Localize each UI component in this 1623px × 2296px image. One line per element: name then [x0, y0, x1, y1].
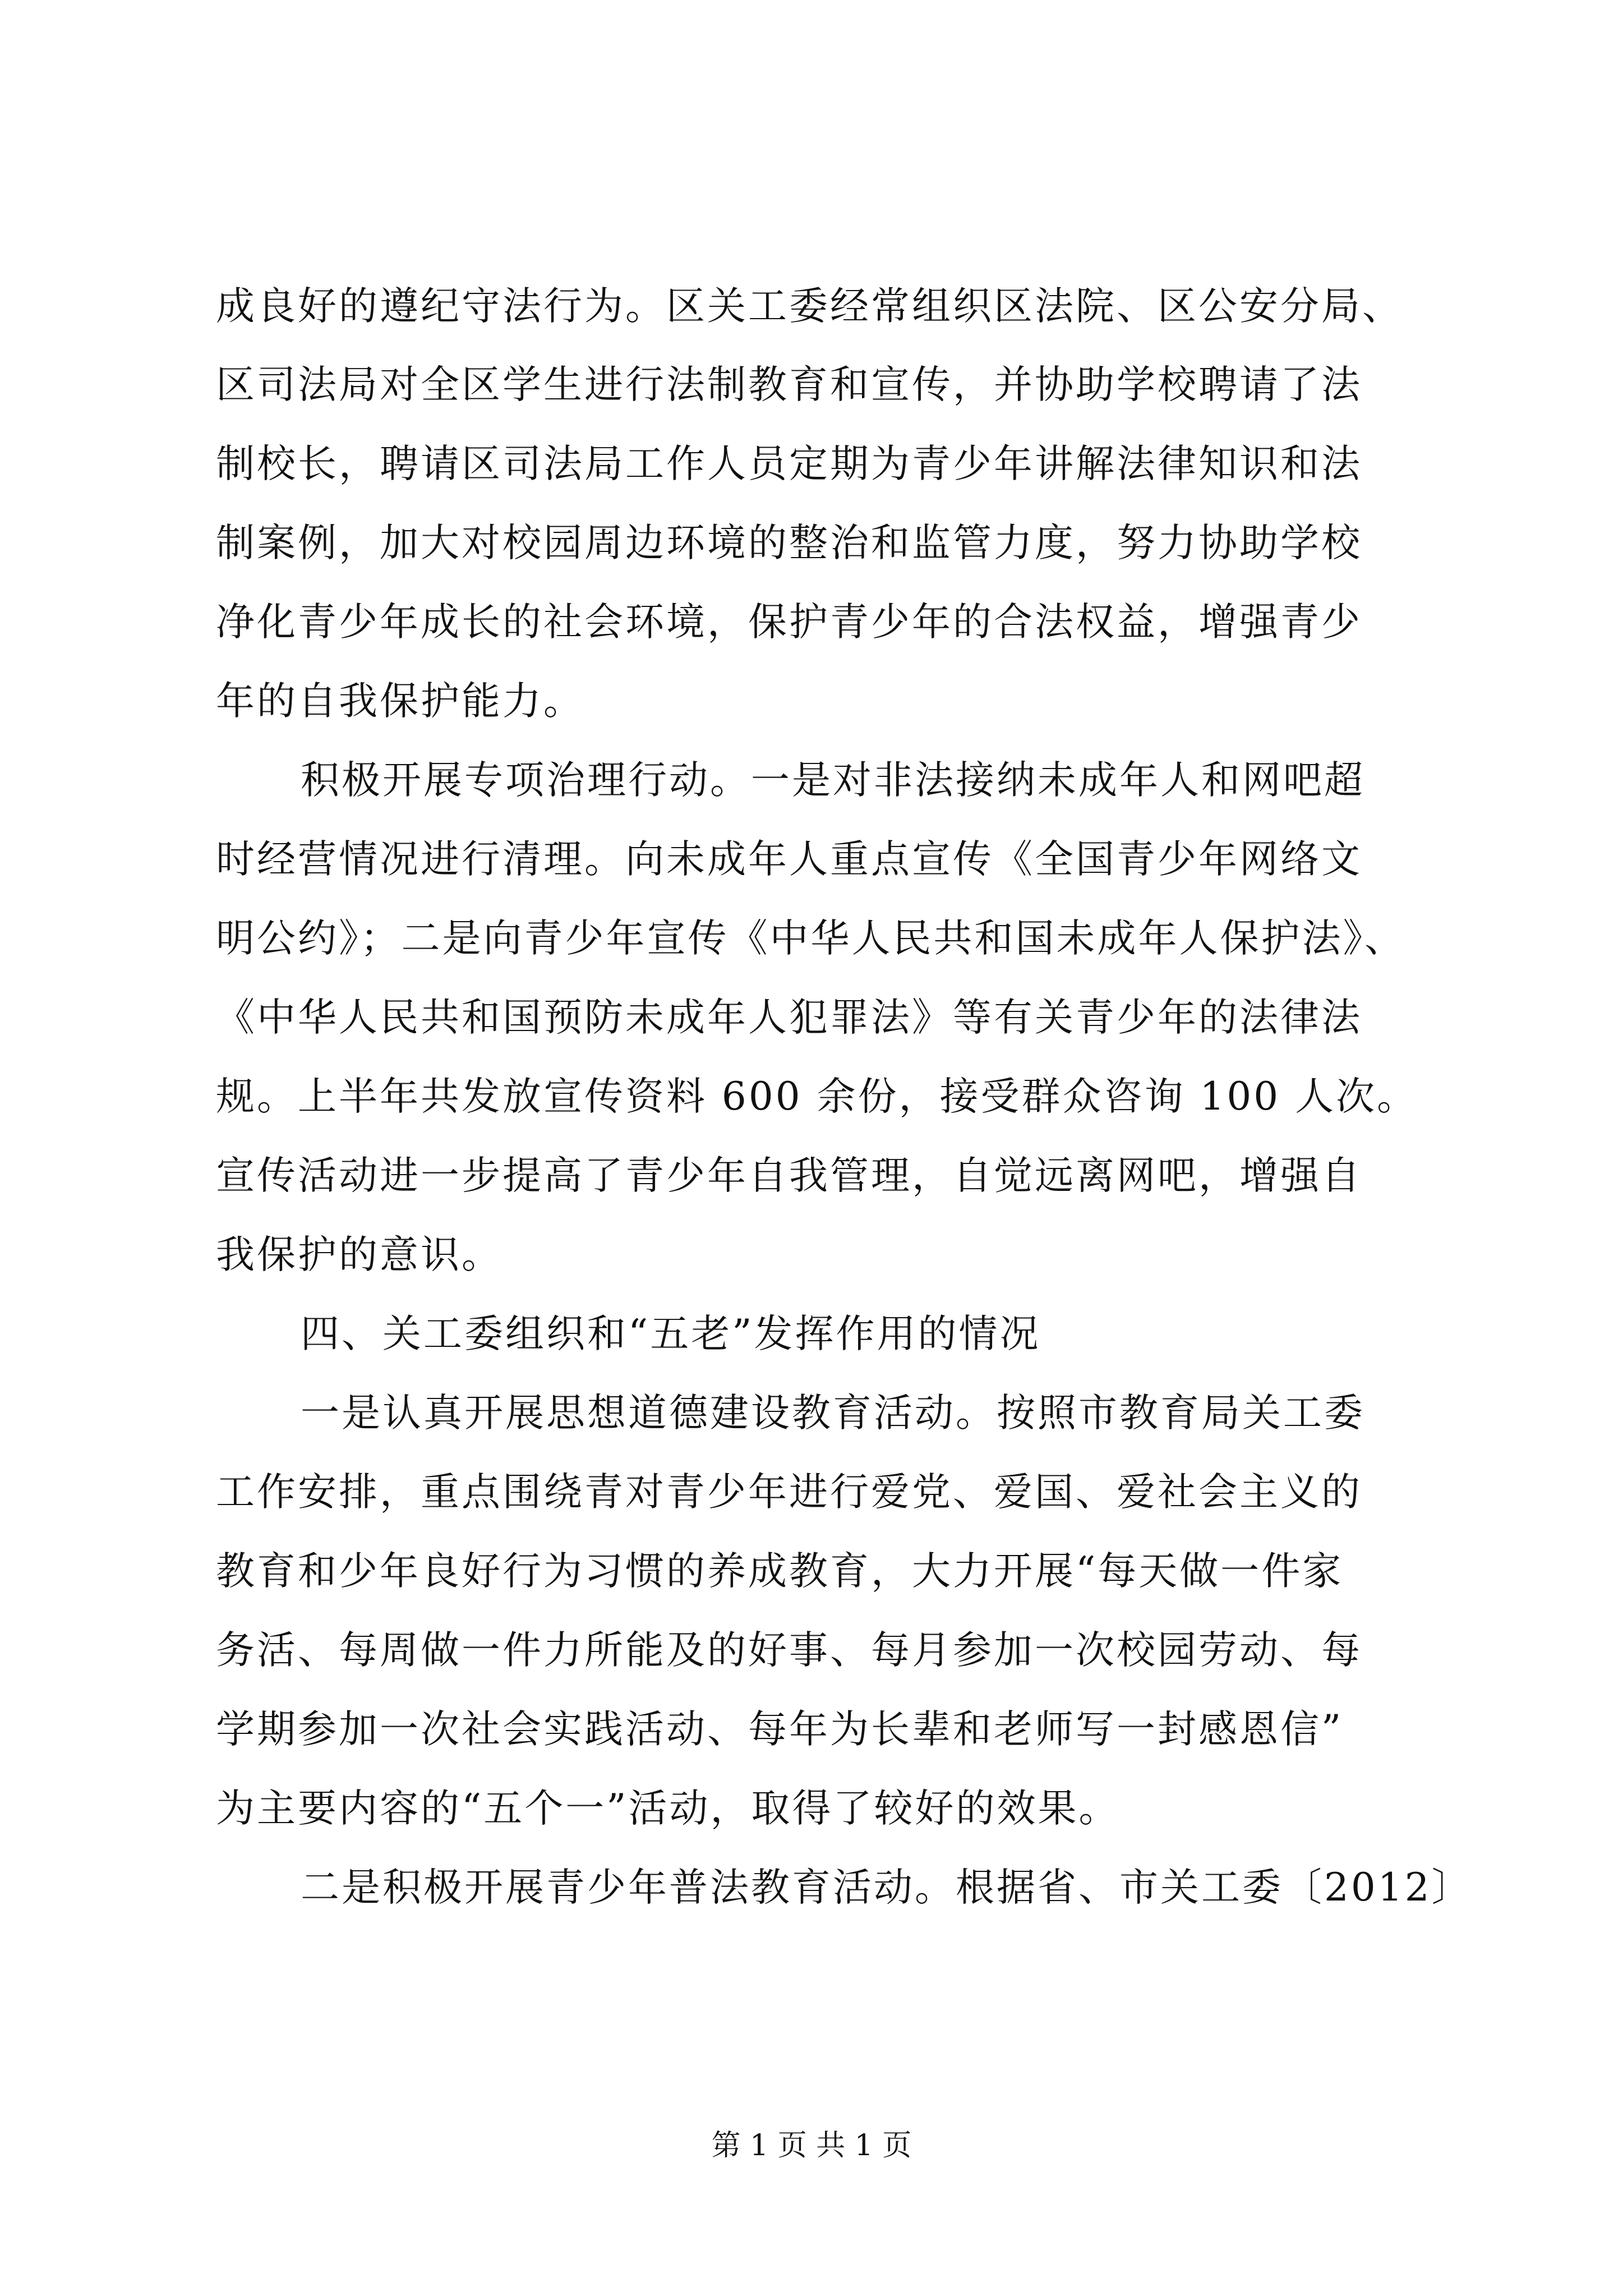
text-line: 规。上半年共发放宣传资料 600 余份，接受群众咨询 100 人次。 [216, 1074, 1418, 1119]
page-footer: 第 1 页 共 1 页 [711, 2129, 912, 2162]
text-line: 时经营情况进行清理。向未成年人重点宣传《全国青少年网络文 [216, 837, 1362, 882]
text-line: 宣传活动进一步提高了青少年自我管理，自觉远离网吧，增强自 [216, 1153, 1362, 1198]
paragraph-first-line: 一是认真开展思想道德建设教育活动。按照市教育局关工委 [301, 1391, 1365, 1435]
text-line: 区司法局对全区学生进行法制教育和宣传，并协助学校聘请了法 [216, 362, 1362, 407]
text-line: 《中华人民共和国预防未成年人犯罪法》等有关青少年的法律法 [216, 995, 1362, 1040]
text-line: 净化青少年成长的社会环境，保护青少年的合法权益，增强青少 [216, 600, 1362, 645]
text-line: 制案例，加大对校园周边环境的整治和监管力度，努力协助学校 [216, 521, 1362, 565]
text-line: 工作安排，重点围绕青对青少年进行爱党、爱国、爱社会主义的 [216, 1470, 1362, 1515]
text-line: 为主要内容的“五个一”活动，取得了较好的效果。 [216, 1786, 1120, 1831]
text-line: 明公约》；二是向青少年宣传《中华人民共和国未成年人保护法》、 [216, 916, 1405, 961]
text-line: 学期参加一次社会实践活动、每年为长辈和老师写一封感恩信” [216, 1707, 1344, 1752]
text-line: 年的自我保护能力。 [216, 679, 584, 724]
text-line: 教育和少年良好行为习惯的养成教育，大力开展“每天做一件家 [216, 1549, 1344, 1594]
paragraph-first-line: 二是积极开展青少年普法教育活动。根据省、市关工委〔2012〕 [301, 1865, 1473, 1910]
text-line: 成良好的遵纪守法行为。区关工委经常组织区法院、区公安分局、 [216, 284, 1403, 329]
text-line: 我保护的意识。 [216, 1232, 502, 1277]
section-heading: 四、关工委组织和“五老”发挥作用的情况 [301, 1312, 1041, 1356]
text-line: 务活、每周做一件力所能及的好事、每月参加一次校园劳动、每 [216, 1628, 1362, 1673]
text-line: 制校长，聘请区司法局工作人员定期为青少年讲解法律知识和法 [216, 441, 1362, 486]
paragraph-first-line: 积极开展专项治理行动。一是对非法接纳未成年人和网吧超 [301, 758, 1365, 803]
